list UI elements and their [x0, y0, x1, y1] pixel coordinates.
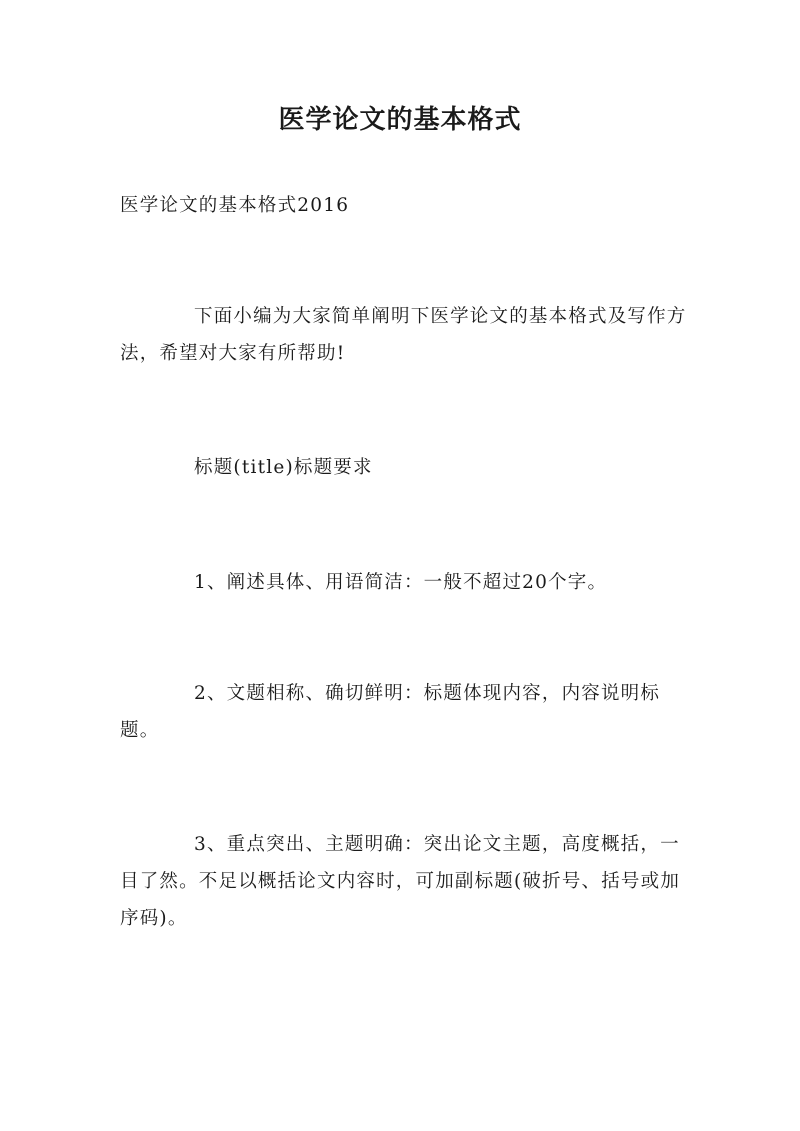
list-item-1: 1、阐述具体、用语简洁：一般不超过20个字。 — [194, 572, 608, 593]
list-item-2: 2、文题相称、确切鲜明：标题体现内容，内容说明标题。 — [120, 683, 661, 741]
intro-paragraph: 下面小编为大家简单阐明下医学论文的基本格式及写作方法，希望对大家有所帮助! — [120, 306, 687, 364]
section-heading-title: 标题(title)标题要求 — [194, 457, 373, 478]
document-subtitle: 医学论文的基本格式2016 — [120, 195, 350, 216]
document-title: 医学论文的基本格式 — [278, 105, 522, 135]
list-item-3: 3、重点突出、主题明确：突出论文主题，高度概括，一目了然。不足以概括论文内容时，可加副标题(破折号、括号或加序码)。 — [120, 834, 681, 929]
